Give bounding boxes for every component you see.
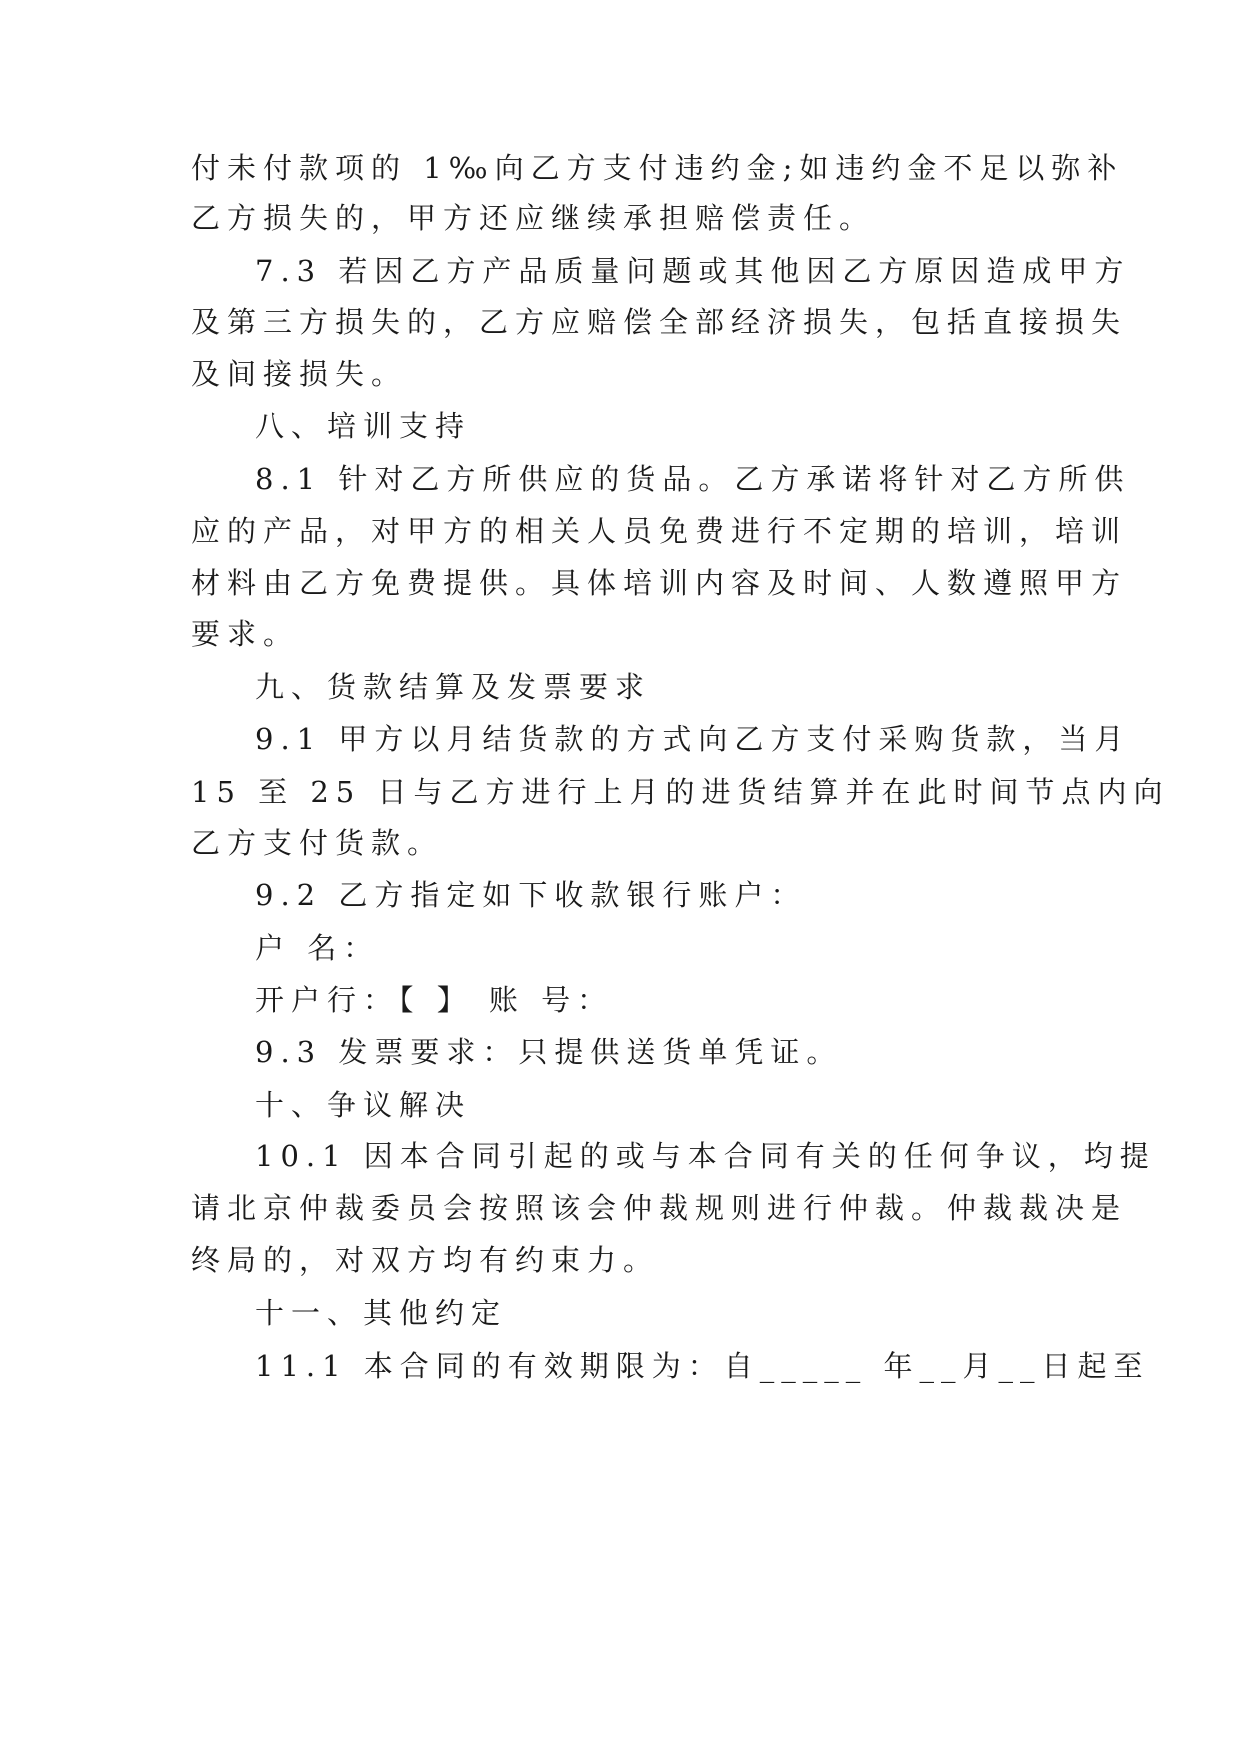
text-line: 材料由乙方免费提供。具体培训内容及时间、人数遵照甲方 (191, 566, 1128, 600)
text-line: 乙方损失的，甲方还应继续承担赔偿责任。 (191, 201, 876, 235)
text-line: 应的产品，对甲方的相关人员免费进行不定期的培训，培训 (191, 514, 1128, 548)
account-name-line: 户 名： (255, 931, 380, 965)
text-line: 请北京仲裁委员会按照该会仲裁规则进行仲裁。仲裁裁决是 (191, 1191, 1128, 1225)
clause-7-3: 7.3 若因乙方产品质量问题或其他因乙方原因造成甲方 (255, 254, 1131, 288)
clause-9-3: 9.3 发票要求：只提供送货单凭证。 (255, 1035, 843, 1069)
section-heading-10: 十、争议解决 (255, 1088, 472, 1122)
text-line: 终局的，对双方均有约束力。 (191, 1243, 660, 1277)
clause-9-1: 9.1 甲方以月结货款的方式向乙方支付采购货款，当月 (255, 722, 1131, 756)
text-line: 乙方支付货款。 (191, 826, 444, 860)
text-line: 及第三方损失的，乙方应赔偿全部经济损失，包括直接损失 (191, 305, 1128, 339)
text-line: 付未付款项的 1‰向乙方支付违约金;如违约金不足以弥补 (191, 151, 1124, 185)
section-heading-11: 十一、其他约定 (255, 1296, 508, 1330)
section-heading-9: 九、货款结算及发票要求 (255, 670, 652, 704)
bank-account-line: 开户行：【 】 账 号： (255, 983, 614, 1017)
clause-9-2: 9.2 乙方指定如下收款银行账户： (255, 878, 807, 912)
text-line: 及间接损失。 (191, 357, 408, 391)
clause-11-1: 11.1 本合同的有效期限为：自_____ 年__月__日起至 (255, 1349, 1150, 1383)
text-line: 15 至 25 日与乙方进行上月的进货结算并在此时间节点内向 (191, 775, 1170, 809)
clause-10-1: 10.1 因本合同引起的或与本合同有关的任何争议，均提 (255, 1139, 1156, 1173)
text-line: 要求。 (191, 617, 300, 651)
section-heading-8: 八、培训支持 (255, 409, 472, 443)
clause-8-1: 8.1 针对乙方所供应的货品。乙方承诺将针对乙方所供 (255, 462, 1131, 496)
